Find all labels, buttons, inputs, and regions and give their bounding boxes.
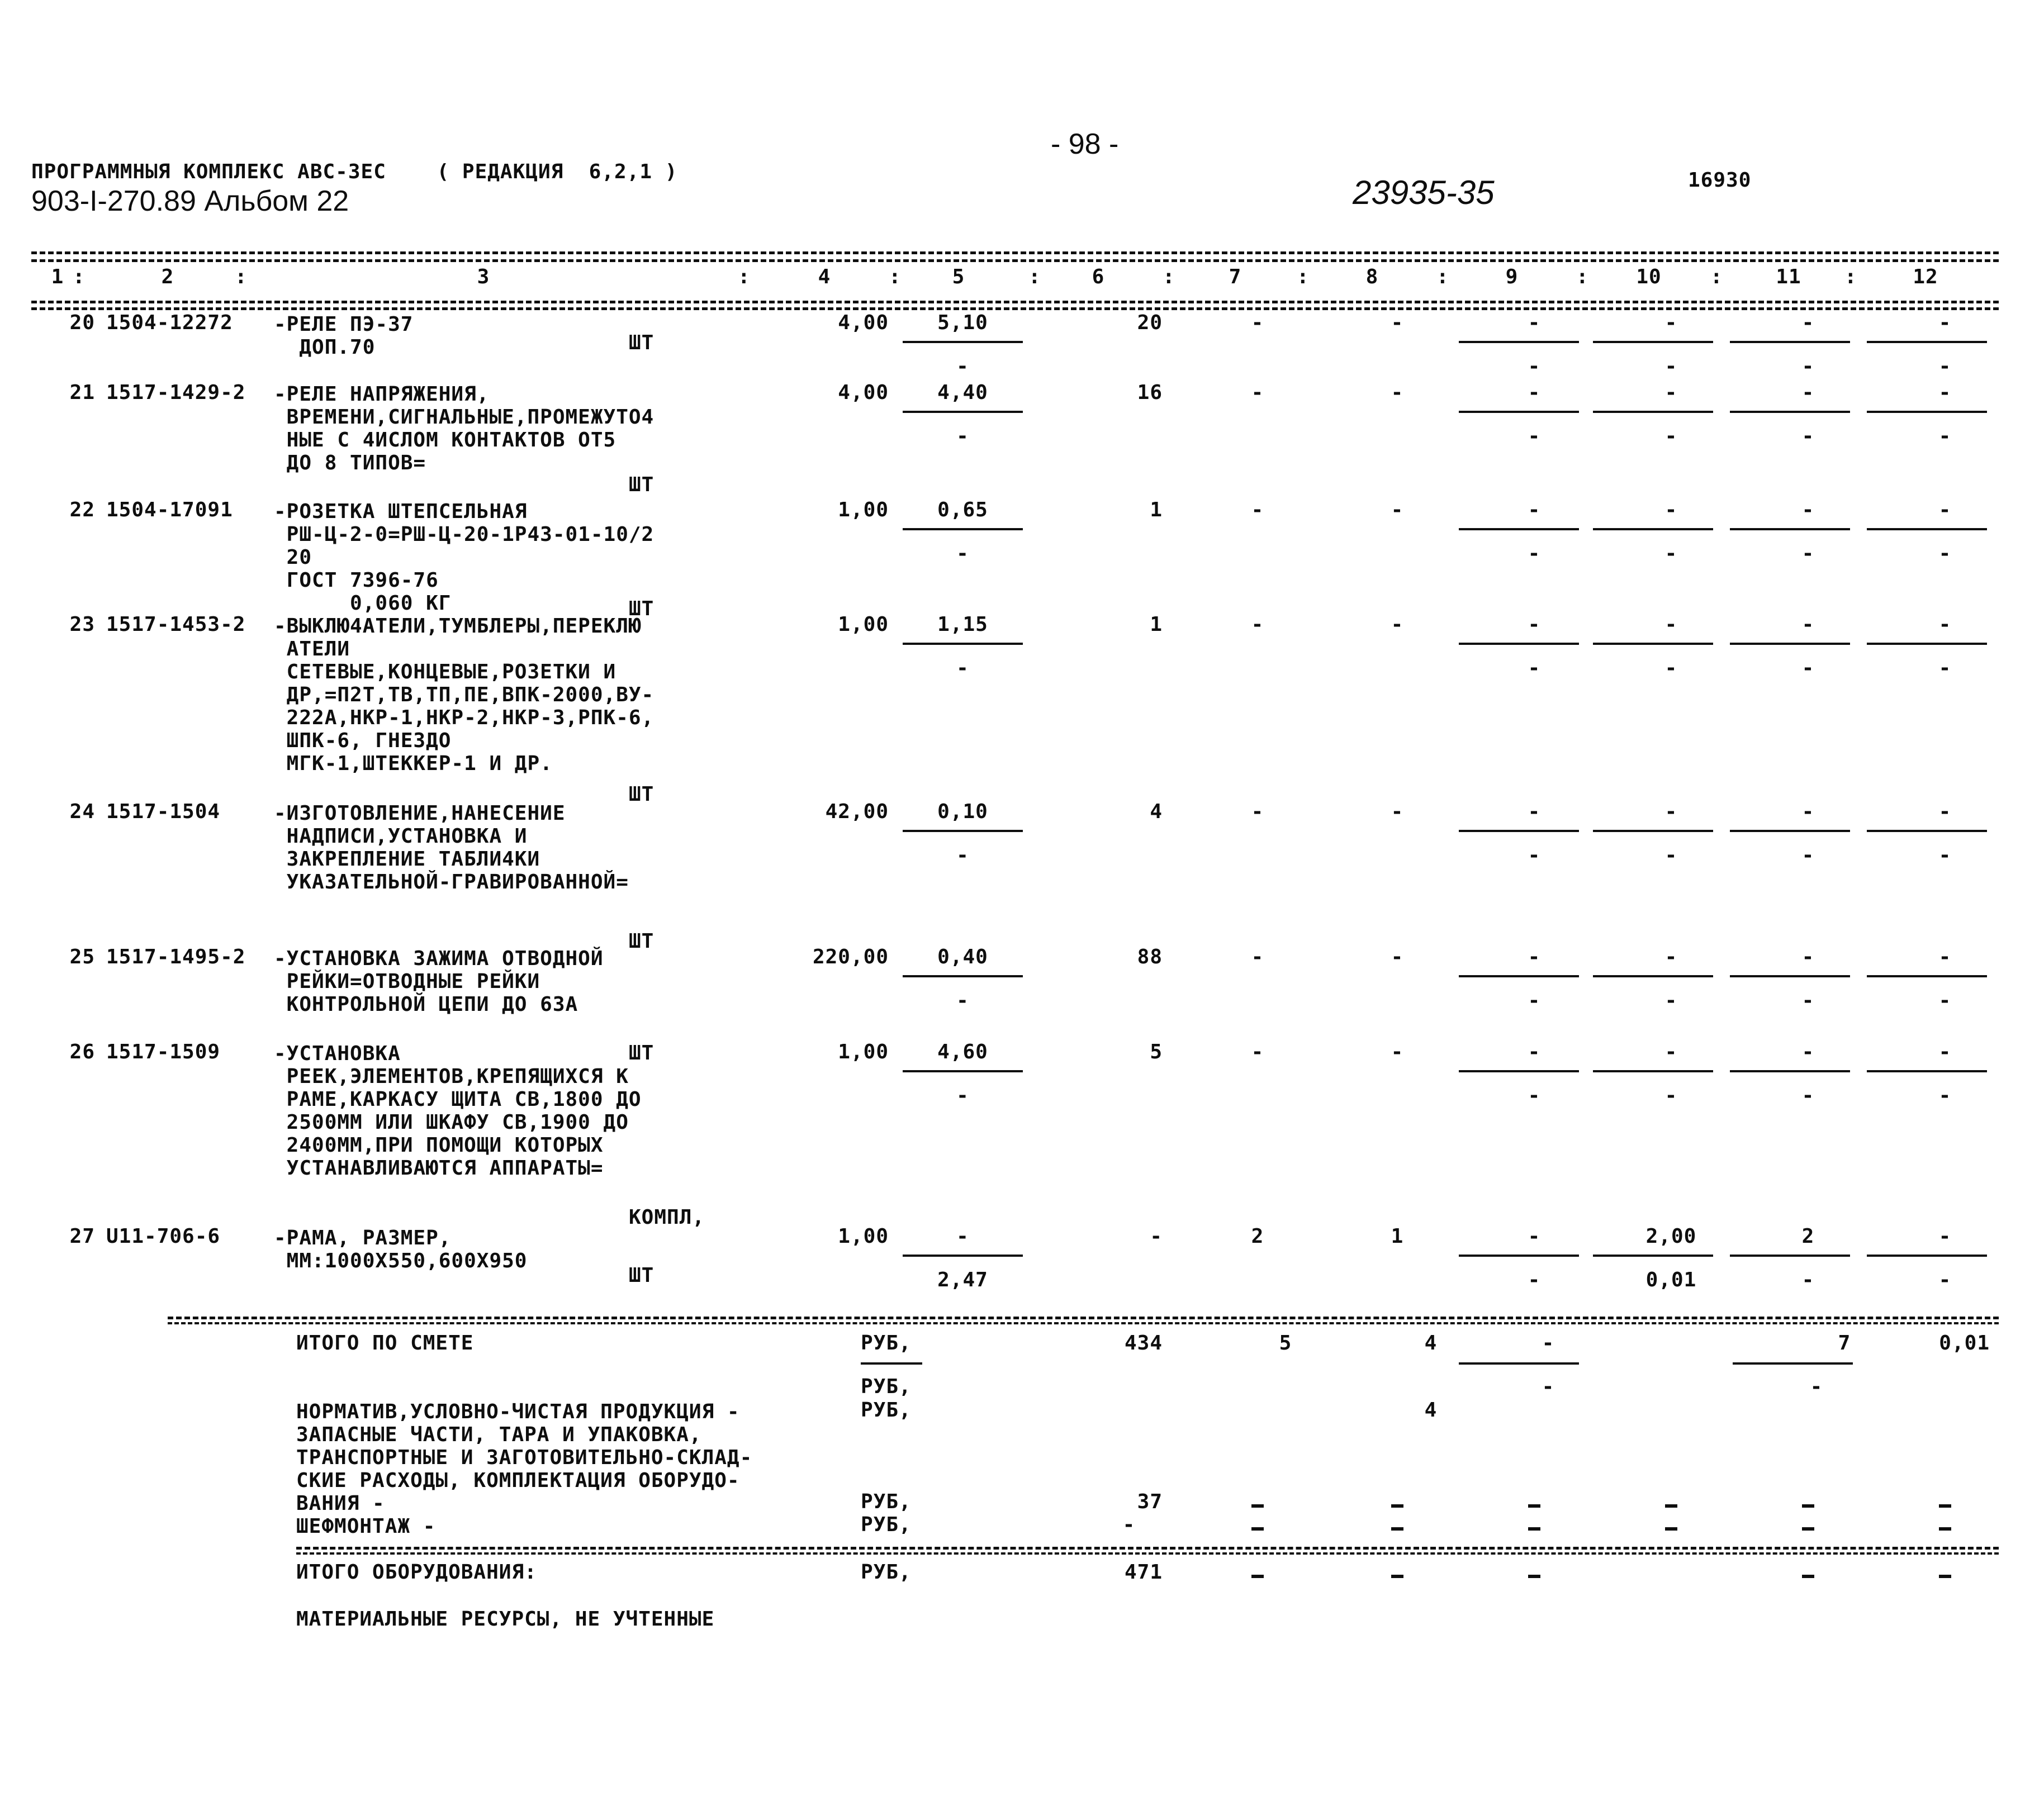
row-c10-sub: - bbox=[1664, 657, 1678, 680]
itogo-obor-currency: РУБ, bbox=[861, 1561, 912, 1584]
row-c11-rule bbox=[1730, 975, 1850, 977]
row-price-sub: - bbox=[956, 355, 969, 378]
row-description: -РАМА, РАЗМЕР, ММ:1000Х550,600Х950 bbox=[274, 1227, 528, 1272]
dash-mark bbox=[1251, 1527, 1264, 1531]
column-separator: : bbox=[738, 265, 751, 288]
row-unit: ШТ bbox=[629, 930, 655, 953]
row-description: -РЕЛЕ ПЭ-37 ДОП.70 bbox=[274, 313, 414, 359]
row-c10: - bbox=[1664, 1040, 1678, 1063]
row-price: 4,40 bbox=[937, 381, 988, 404]
row-c12-sub: - bbox=[1938, 989, 1952, 1012]
row-c10-sub: - bbox=[1664, 425, 1678, 448]
row-c9-rule bbox=[1459, 1070, 1579, 1072]
row-c9-rule bbox=[1459, 341, 1579, 343]
row-c9: - bbox=[1528, 381, 1541, 404]
row-c11-rule bbox=[1730, 341, 1850, 343]
row-c11-rule bbox=[1730, 643, 1850, 645]
row-description: -ВЫКЛЮ4АТЕЛИ,ТУМБЛЕРЫ,ПЕРЕКЛЮ АТЕЛИ СЕТЕВЫЕ,КОНЦЕВЫЕ,РОЗЕТКИ И ДР,=П2Т,ТВ,ТП,ПЕ,ВПК-2000,ВУ- 222А,НКР-1,НКР-2,НКР-3,РПК-6, ШПК-6, ГНЕЗДО МГК-1,ШТЕККЕР-1 И ДР. bbox=[274, 615, 655, 775]
itogo-obor-label: ИТОГО ОБОРУДОВАНИЯ: bbox=[296, 1561, 537, 1584]
row-c12-rule bbox=[1867, 830, 1987, 832]
row-c11: 2 bbox=[1801, 1225, 1815, 1248]
row-price: - bbox=[956, 1225, 969, 1248]
row-c10-sub: 0,01 bbox=[1645, 1268, 1697, 1291]
row-c11-rule bbox=[1730, 411, 1850, 413]
column-header-8: 8 bbox=[1365, 265, 1379, 288]
row-c11: - bbox=[1801, 800, 1815, 823]
row-c11-rule bbox=[1730, 830, 1850, 832]
row-c12-rule bbox=[1867, 1070, 1987, 1072]
row-price-sub: 2,47 bbox=[937, 1268, 988, 1291]
row-code: U11-706-6 bbox=[106, 1225, 221, 1248]
row-c11-rule bbox=[1730, 528, 1850, 530]
row-c11-rule bbox=[1730, 1255, 1850, 1257]
row-number: 22 bbox=[69, 498, 95, 521]
dash-mark bbox=[1802, 1504, 1814, 1508]
itogo-col6: 434 bbox=[1124, 1332, 1163, 1355]
row-description: -ИЗГОТОВЛЕНИЕ,НАНЕСЕНИЕ НАДПИСИ,УСТАНОВКА И ЗАКРЕПЛЕНИЕ ТАБЛИ4КИ УКАЗАТЕЛЬНОЙ-ГРАВИРОВАННОЙ= bbox=[274, 802, 629, 894]
row-c12-rule bbox=[1867, 1255, 1987, 1257]
row-price-rule bbox=[903, 975, 1023, 977]
shef-currency: РУБ, bbox=[861, 1513, 912, 1536]
column-separator: : bbox=[1297, 265, 1310, 288]
row-price-sub: - bbox=[956, 657, 969, 680]
row-c10: - bbox=[1664, 945, 1678, 968]
row-c12: - bbox=[1938, 381, 1952, 404]
row-code: 1504-12272 bbox=[106, 311, 233, 334]
row-c9-sub: - bbox=[1528, 844, 1541, 867]
row-price-rule bbox=[903, 643, 1023, 645]
column-header-10: 10 bbox=[1636, 265, 1662, 288]
row-c10-rule bbox=[1593, 1255, 1713, 1257]
row-price-rule bbox=[903, 528, 1023, 530]
column-separator: : bbox=[1844, 265, 1857, 288]
row-c12: - bbox=[1938, 945, 1952, 968]
row-c11: - bbox=[1801, 613, 1815, 636]
row-code: 1517-1509 bbox=[106, 1040, 221, 1063]
row-c10-sub: - bbox=[1664, 1084, 1678, 1107]
row-code: 1517-1495-2 bbox=[106, 945, 246, 968]
itogo-col9-underline bbox=[1459, 1362, 1579, 1365]
row-quantity: 4,00 bbox=[838, 311, 889, 334]
row-total: 1 bbox=[1150, 498, 1163, 521]
row-total: - bbox=[1150, 1225, 1163, 1248]
row-price-rule bbox=[903, 341, 1023, 343]
row-code: 1517-1453-2 bbox=[106, 613, 246, 636]
itogo-col11-underline bbox=[1733, 1362, 1853, 1365]
row-price-rule bbox=[903, 1255, 1023, 1257]
row-c12: - bbox=[1938, 1225, 1952, 1248]
row-number: 20 bbox=[69, 311, 95, 334]
row-price-sub: - bbox=[956, 542, 969, 565]
itogo-col12: 0,01 bbox=[1939, 1332, 1990, 1355]
itogo-col9: - bbox=[1542, 1332, 1555, 1355]
row-number: 21 bbox=[69, 381, 95, 404]
row-c8: - bbox=[1391, 381, 1404, 404]
row-c10-sub: - bbox=[1664, 542, 1678, 565]
dash-mark bbox=[1802, 1575, 1814, 1578]
row-c9: - bbox=[1528, 945, 1541, 968]
dash-mark bbox=[1939, 1575, 1951, 1578]
row-code: 1517-1504 bbox=[106, 800, 221, 823]
dash-mark bbox=[1391, 1527, 1403, 1531]
row-price-sub: - bbox=[956, 425, 969, 448]
totals-rule-top bbox=[168, 1317, 1999, 1319]
dash-mark bbox=[1391, 1504, 1403, 1508]
row-c9-sub: - bbox=[1528, 657, 1541, 680]
itogo-col11: 7 bbox=[1838, 1332, 1851, 1355]
row-number: 23 bbox=[69, 613, 95, 636]
row-number: 26 bbox=[69, 1040, 95, 1063]
column-header-11: 11 bbox=[1776, 265, 1801, 288]
row-c12: - bbox=[1938, 311, 1952, 334]
itogo-label: ИТОГО ПО СМЕТЕ bbox=[296, 1332, 474, 1355]
row-c10: 2,00 bbox=[1645, 1225, 1697, 1248]
obor-rule-2 bbox=[296, 1552, 1999, 1555]
column-header-2: 2 bbox=[161, 265, 174, 288]
row-c11: - bbox=[1801, 381, 1815, 404]
row-c12-sub: - bbox=[1938, 1084, 1952, 1107]
column-header-9: 9 bbox=[1505, 265, 1519, 288]
row-c10-sub: - bbox=[1664, 989, 1678, 1012]
itogo-col8: 4 bbox=[1424, 1332, 1438, 1355]
row-c10-rule bbox=[1593, 975, 1713, 977]
column-separator: : bbox=[1028, 265, 1041, 288]
row-c12-rule bbox=[1867, 528, 1987, 530]
row-c12-rule bbox=[1867, 341, 1987, 343]
row-number: 24 bbox=[69, 800, 95, 823]
row-price-rule bbox=[903, 411, 1023, 413]
dash-mark bbox=[1528, 1527, 1540, 1531]
row-c10-sub: - bbox=[1664, 355, 1678, 378]
row-c9-rule bbox=[1459, 830, 1579, 832]
row-c10: - bbox=[1664, 498, 1678, 521]
itogo-col7: 5 bbox=[1279, 1332, 1292, 1355]
row-c8: - bbox=[1391, 613, 1404, 636]
column-separator: : bbox=[1163, 265, 1175, 288]
row-c7: - bbox=[1251, 613, 1264, 636]
row-c10-rule bbox=[1593, 341, 1713, 343]
row-number: 25 bbox=[69, 945, 95, 968]
row-c11-sub: - bbox=[1801, 1268, 1815, 1291]
row-quantity: 1,00 bbox=[838, 498, 889, 521]
row-c12-sub: - bbox=[1938, 425, 1952, 448]
row-c10: - bbox=[1664, 381, 1678, 404]
row-total: 16 bbox=[1137, 381, 1163, 404]
row-c9: - bbox=[1528, 1225, 1541, 1248]
row-c7: - bbox=[1251, 498, 1264, 521]
row-quantity: 4,00 bbox=[838, 381, 889, 404]
row-c9-sub: - bbox=[1528, 355, 1541, 378]
row-c9-sub: - bbox=[1528, 1084, 1541, 1107]
row-c10-sub: - bbox=[1664, 844, 1678, 867]
column-header-4: 4 bbox=[818, 265, 831, 288]
dash-mark bbox=[1528, 1575, 1540, 1578]
row-c7: - bbox=[1251, 800, 1264, 823]
dash-mark bbox=[1665, 1527, 1677, 1531]
row-c12: - bbox=[1938, 613, 1952, 636]
row-c7: 2 bbox=[1251, 1225, 1264, 1248]
row-unit: ШТ bbox=[629, 473, 655, 496]
program-title: ПРОГРАММНЫЯ КОМПЛЕКС АВС-ЗЕС ( РЕДАКЦИЯ 6,2,1 ) bbox=[31, 160, 678, 183]
row-c8: - bbox=[1391, 945, 1404, 968]
row-c9-rule bbox=[1459, 1255, 1579, 1257]
row-quantity: 1,00 bbox=[838, 1225, 889, 1248]
row-description: -РОЗЕТКА ШТЕПСЕЛЬНАЯ РШ-Ц-2-0=РШ-Ц-20-1Р43-01-10/2 20 ГОСТ 7396-76 0,060 КГ bbox=[274, 500, 655, 615]
normativ-label: НОРМАТИВ,УСЛОВНО-ЧИСТАЯ ПРОДУКЦИЯ - ЗАПАСНЫЕ ЧАСТИ, ТАРА И УПАКОВКА, ТРАНСПОРТНЫЕ И ЗАГОТОВИТЕЛЬНО-СКЛАД- СКИЕ РАСХОДЫ, КОМПЛЕКТАЦИЯ ОБОРУДО- ВАНИЯ - ШЕФМОНТАЖ - bbox=[296, 1400, 753, 1538]
row-c8: - bbox=[1391, 800, 1404, 823]
dash-mark bbox=[1528, 1504, 1540, 1508]
row-total: 4 bbox=[1150, 800, 1163, 823]
row-total: 1 bbox=[1150, 613, 1163, 636]
row-c9: - bbox=[1528, 613, 1541, 636]
row-c12-sub: - bbox=[1938, 542, 1952, 565]
row-code: 1517-1429-2 bbox=[106, 381, 246, 404]
row-price: 5,10 bbox=[937, 311, 988, 334]
materials-label: МАТЕРИАЛЬНЫЕ РЕСУРСЫ, НЕ УЧТЕННЫЕ bbox=[296, 1608, 715, 1631]
row-c10: - bbox=[1664, 800, 1678, 823]
row-c11-sub: - bbox=[1801, 425, 1815, 448]
row-c12-rule bbox=[1867, 975, 1987, 977]
column-separator: : bbox=[73, 265, 86, 288]
row-c11-sub: - bbox=[1801, 989, 1815, 1012]
shef-col6: - bbox=[1122, 1513, 1136, 1536]
row-total: 5 bbox=[1150, 1040, 1163, 1063]
row-c9-sub: - bbox=[1528, 1268, 1541, 1291]
row-c11-sub: - bbox=[1801, 1084, 1815, 1107]
row-number: 27 bbox=[69, 1225, 95, 1248]
dash-mark bbox=[1939, 1527, 1951, 1531]
zap-col6: 37 bbox=[1137, 1490, 1163, 1513]
row-unit: ШТ bbox=[629, 783, 655, 806]
itogo-currency: РУБ, bbox=[861, 1332, 912, 1355]
normativ-col8: 4 bbox=[1424, 1399, 1438, 1422]
row-unit: ШТ bbox=[629, 1264, 655, 1287]
row-c11-sub: - bbox=[1801, 355, 1815, 378]
row-unit: ШТ bbox=[629, 1042, 655, 1065]
column-separator: : bbox=[1710, 265, 1723, 288]
row-c11: - bbox=[1801, 945, 1815, 968]
row-c10-rule bbox=[1593, 411, 1713, 413]
obor-rule bbox=[296, 1547, 1999, 1550]
row-c7: - bbox=[1251, 945, 1264, 968]
row-c8: - bbox=[1391, 498, 1404, 521]
row-c10: - bbox=[1664, 613, 1678, 636]
row-price: 1,15 bbox=[937, 613, 988, 636]
row-c11-rule bbox=[1730, 1070, 1850, 1072]
row-price: 0,65 bbox=[937, 498, 988, 521]
row-price-sub: - bbox=[956, 989, 969, 1012]
row-c9: - bbox=[1528, 1040, 1541, 1063]
row-price-rule bbox=[903, 830, 1023, 832]
album-title: 903-I-270.89 Альбом 22 bbox=[31, 185, 349, 217]
row-description: -УСТАНОВКА ЗАЖИМА ОТВОДНОЙ РЕЙКИ=ОТВОДНЫЕ РЕЙКИ КОНТРОЛЬНОЙ ЦЕПИ ДО 63А bbox=[274, 947, 604, 1016]
row-total: 88 bbox=[1137, 945, 1163, 968]
column-separator: : bbox=[1576, 265, 1589, 288]
row-c10-rule bbox=[1593, 830, 1713, 832]
row-description: -РЕЛЕ НАПРЯЖЕНИЯ, ВРЕМЕНИ,СИГНАЛЬНЫЕ,ПРОМЕЖУТО4 НЫЕ С 4ИСЛОМ КОНТАКТОВ ОТ5 ДО 8 ТИПОВ= bbox=[274, 383, 655, 474]
row-c11-sub: - bbox=[1801, 844, 1815, 867]
column-header-5: 5 bbox=[952, 265, 965, 288]
zap-currency: РУБ, bbox=[861, 1490, 912, 1513]
itogo-col9-sub: - bbox=[1542, 1375, 1555, 1398]
row-c12: - bbox=[1938, 498, 1952, 521]
row-price: 4,60 bbox=[937, 1040, 988, 1063]
header-rule-bottom bbox=[31, 301, 1999, 303]
row-c12-sub: - bbox=[1938, 1268, 1952, 1291]
row-c8: 1 bbox=[1391, 1225, 1404, 1248]
row-price-rule bbox=[903, 1070, 1023, 1072]
row-c9: - bbox=[1528, 498, 1541, 521]
column-header-6: 6 bbox=[1092, 265, 1105, 288]
row-c11-sub: - bbox=[1801, 542, 1815, 565]
row-c12-rule bbox=[1867, 411, 1987, 413]
dash-mark bbox=[1251, 1575, 1264, 1578]
row-c10-rule bbox=[1593, 1070, 1713, 1072]
row-description: -УСТАНОВКА РЕЕК,ЭЛЕМЕНТОВ,КРЕПЯЩИХСЯ К РАМЕ,КАРКАСУ ЩИТА СВ,1800 ДО 2500ММ ИЛИ ШКАФУ СВ,1900 ДО 2400ММ,ПРИ ПОМОЩИ КОТОРЫХ УСТАНАВЛИВАЮТСЯ АППАРАТЫ= bbox=[274, 1042, 642, 1180]
row-total: 20 bbox=[1137, 311, 1163, 334]
row-quantity: 1,00 bbox=[838, 613, 889, 636]
row-unit: ШТ bbox=[629, 331, 655, 354]
row-c12: - bbox=[1938, 800, 1952, 823]
row-c11: - bbox=[1801, 1040, 1815, 1063]
row-c12-sub: - bbox=[1938, 844, 1952, 867]
row-c12: - bbox=[1938, 1040, 1952, 1063]
column-header-3: 3 bbox=[477, 265, 490, 288]
row-unit: КОМПЛ, bbox=[629, 1206, 705, 1229]
totals-rule-top-2 bbox=[168, 1322, 1999, 1324]
row-c8: - bbox=[1391, 1040, 1404, 1063]
dash-mark bbox=[1665, 1504, 1677, 1508]
dash-mark bbox=[1939, 1504, 1951, 1508]
row-c12-sub: - bbox=[1938, 355, 1952, 378]
document-code: 23935-35 bbox=[1353, 174, 1495, 211]
itogo-obor-col6: 471 bbox=[1124, 1561, 1163, 1584]
itogo-currency-2: РУБ, bbox=[861, 1375, 912, 1398]
column-header-7: 7 bbox=[1229, 265, 1242, 288]
row-c10-rule bbox=[1593, 528, 1713, 530]
row-c9-rule bbox=[1459, 411, 1579, 413]
header-rule-top bbox=[31, 251, 1999, 254]
row-c8: - bbox=[1391, 311, 1404, 334]
row-unit: ШТ bbox=[629, 597, 655, 620]
row-c9-rule bbox=[1459, 528, 1579, 530]
column-header-12: 12 bbox=[1913, 265, 1938, 288]
header-rule-bottom-2 bbox=[31, 307, 1999, 310]
row-quantity: 220,00 bbox=[812, 945, 889, 968]
itogo-currency-underline bbox=[861, 1362, 922, 1365]
row-c9-sub: - bbox=[1528, 989, 1541, 1012]
row-c7: - bbox=[1251, 311, 1264, 334]
row-price-sub: - bbox=[956, 1084, 969, 1107]
dash-mark bbox=[1251, 1504, 1264, 1508]
itogo-col11-sub: - bbox=[1810, 1375, 1823, 1398]
row-c12-rule bbox=[1867, 643, 1987, 645]
dash-mark bbox=[1391, 1575, 1403, 1578]
column-separator: : bbox=[235, 265, 248, 288]
column-header-1: 1 bbox=[51, 265, 64, 288]
page-number: - 98 - bbox=[1051, 128, 1119, 160]
row-quantity: 42,00 bbox=[825, 800, 889, 823]
row-code: 1504-17091 bbox=[106, 498, 233, 521]
row-c7: - bbox=[1251, 1040, 1264, 1063]
row-c12-sub: - bbox=[1938, 657, 1952, 680]
row-c9-rule bbox=[1459, 643, 1579, 645]
row-c9: - bbox=[1528, 800, 1541, 823]
code-right: 16930 bbox=[1688, 169, 1752, 192]
row-c9-sub: - bbox=[1528, 542, 1541, 565]
row-quantity: 1,00 bbox=[838, 1040, 889, 1063]
normativ-currency: РУБ, bbox=[861, 1399, 912, 1422]
row-c11: - bbox=[1801, 498, 1815, 521]
row-c11-sub: - bbox=[1801, 657, 1815, 680]
dash-mark bbox=[1802, 1527, 1814, 1531]
row-c9: - bbox=[1528, 311, 1541, 334]
row-c10: - bbox=[1664, 311, 1678, 334]
row-price: 0,40 bbox=[937, 945, 988, 968]
column-separator: : bbox=[1436, 265, 1449, 288]
row-c7: - bbox=[1251, 381, 1264, 404]
column-separator: : bbox=[889, 265, 902, 288]
row-price: 0,10 bbox=[937, 800, 988, 823]
row-c11: - bbox=[1801, 311, 1815, 334]
row-price-sub: - bbox=[956, 844, 969, 867]
row-c10-rule bbox=[1593, 643, 1713, 645]
row-c9-rule bbox=[1459, 975, 1579, 977]
header-rule-top-2 bbox=[31, 259, 1999, 262]
row-c9-sub: - bbox=[1528, 425, 1541, 448]
